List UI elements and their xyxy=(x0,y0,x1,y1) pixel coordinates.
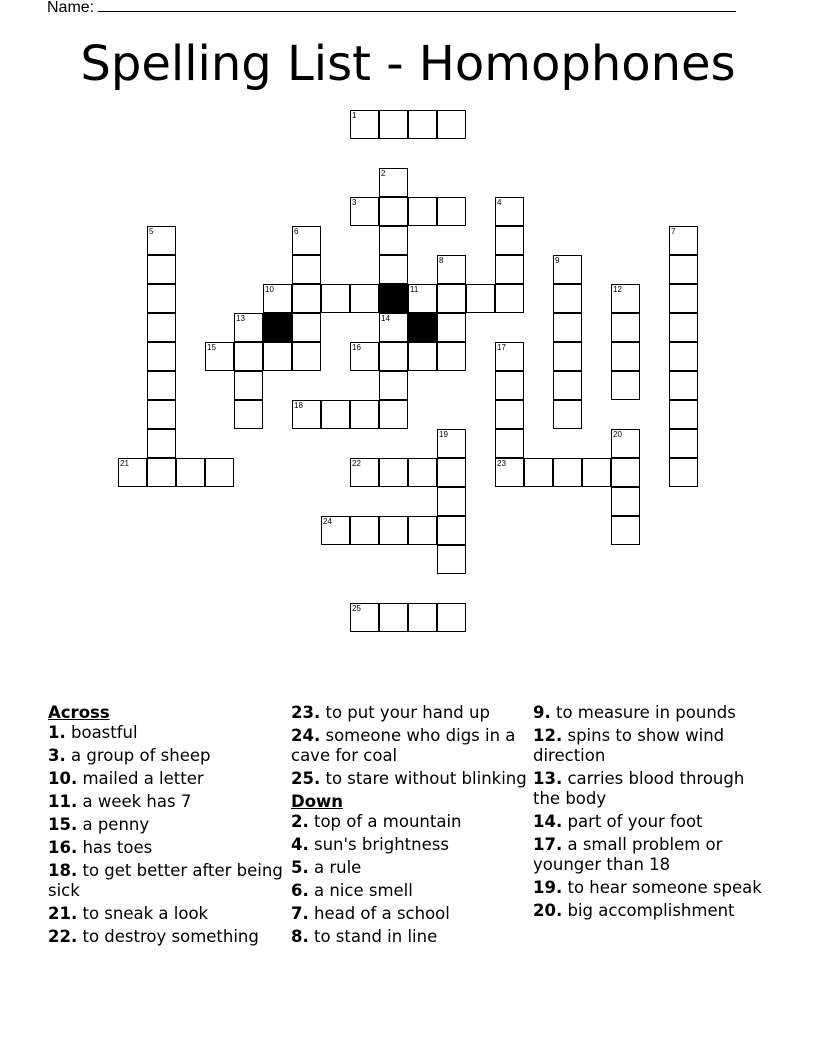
grid-cell[interactable] xyxy=(379,197,408,226)
grid-cell[interactable] xyxy=(350,400,379,429)
cell-number: 18 xyxy=(294,401,303,410)
clue-item xyxy=(291,927,527,947)
grid-cell[interactable] xyxy=(292,342,321,371)
black-cell xyxy=(263,313,292,342)
clue-item xyxy=(291,769,527,789)
clue-item xyxy=(48,746,284,766)
grid-cell[interactable] xyxy=(379,313,408,342)
grid-cell[interactable] xyxy=(669,255,698,284)
cell-number: 9 xyxy=(555,256,560,265)
grid-cell[interactable] xyxy=(350,110,379,139)
grid-cell[interactable] xyxy=(669,342,698,371)
clue-text: to hear someone speak xyxy=(562,878,762,897)
clue-number: 2. xyxy=(291,812,309,831)
grid-cell[interactable] xyxy=(263,284,292,313)
grid-cell[interactable] xyxy=(147,226,176,255)
clue-number: 21. xyxy=(48,904,78,923)
grid-cell[interactable] xyxy=(437,284,466,313)
clue-item xyxy=(533,812,769,832)
grid-cell[interactable] xyxy=(437,342,466,371)
clue-number: 17. xyxy=(533,835,563,854)
clue-number: 13. xyxy=(533,769,563,788)
grid-cell[interactable] xyxy=(379,110,408,139)
cell-number: 14 xyxy=(381,314,390,323)
clue-number: 14. xyxy=(533,812,563,831)
cell-number: 17 xyxy=(497,343,506,352)
grid-cell[interactable] xyxy=(408,342,437,371)
clue-number: 5. xyxy=(291,858,309,877)
clue-item xyxy=(533,769,769,809)
grid-cell[interactable] xyxy=(553,458,582,487)
clues-column-2 xyxy=(291,703,527,950)
grid-cell[interactable] xyxy=(611,284,640,313)
clue-item xyxy=(533,703,769,723)
grid-cell[interactable] xyxy=(466,284,495,313)
grid-cell[interactable] xyxy=(147,284,176,313)
clue-number: 22. xyxy=(48,927,78,946)
clue-number: 6. xyxy=(291,881,309,900)
clues-column-1 xyxy=(48,703,284,950)
clue-number: 20. xyxy=(533,901,563,920)
grid-cell[interactable] xyxy=(147,255,176,284)
grid-cell[interactable] xyxy=(437,429,466,458)
grid-cell[interactable] xyxy=(669,371,698,400)
clue-text: to stare without blinking xyxy=(320,769,527,788)
grid-cell[interactable] xyxy=(553,371,582,400)
grid-cell[interactable] xyxy=(437,313,466,342)
clue-number: 16. xyxy=(48,838,78,857)
cell-number: 19 xyxy=(439,430,448,439)
clue-text: to get better after being sick xyxy=(48,861,283,900)
clue-number: 7. xyxy=(291,904,309,923)
grid-cell[interactable] xyxy=(611,487,640,516)
clue-item xyxy=(48,904,284,924)
clue-text: mailed a letter xyxy=(77,769,204,788)
grid-cell[interactable] xyxy=(379,371,408,400)
grid-cell[interactable] xyxy=(408,603,437,632)
clue-item xyxy=(291,904,527,924)
grid-cell[interactable] xyxy=(379,516,408,545)
cell-number: 8 xyxy=(439,256,444,265)
clue-number: 19. xyxy=(533,878,563,897)
grid-cell[interactable] xyxy=(147,342,176,371)
cell-number: 5 xyxy=(149,227,154,236)
clue-text: spins to show wind direction xyxy=(533,726,725,765)
clue-item xyxy=(48,927,284,947)
clue-number: 8. xyxy=(291,927,309,946)
grid-cell[interactable] xyxy=(205,458,234,487)
grid-cell[interactable] xyxy=(611,516,640,545)
cell-number: 22 xyxy=(352,459,361,468)
clue-text: big accomplishment xyxy=(562,901,735,920)
clue-number: 9. xyxy=(533,703,551,722)
clue-text: to destroy something xyxy=(77,927,259,946)
black-cell xyxy=(408,313,437,342)
grid-cell[interactable] xyxy=(292,400,321,429)
clue-item xyxy=(48,838,284,858)
clue-text: a week has 7 xyxy=(77,792,192,811)
cell-number: 25 xyxy=(352,604,361,613)
cell-number: 15 xyxy=(207,343,216,352)
cell-number: 6 xyxy=(294,227,299,236)
cell-number: 1 xyxy=(352,111,357,120)
clue-number: 23. xyxy=(291,703,321,722)
grid-cell[interactable] xyxy=(524,458,553,487)
clue-number: 1. xyxy=(48,723,66,742)
grid-cell[interactable] xyxy=(437,603,466,632)
clue-item xyxy=(533,835,769,875)
grid-cell[interactable] xyxy=(495,197,524,226)
grid-cell[interactable] xyxy=(350,342,379,371)
grid-cell[interactable] xyxy=(669,400,698,429)
cell-number: 7 xyxy=(671,227,676,236)
grid-cell[interactable] xyxy=(495,226,524,255)
grid-cell[interactable] xyxy=(292,313,321,342)
clue-text: carries blood through the body xyxy=(533,769,745,808)
cell-number: 11 xyxy=(410,285,419,294)
grid-cell[interactable] xyxy=(147,429,176,458)
grid-cell[interactable] xyxy=(611,342,640,371)
grid-cell[interactable] xyxy=(292,284,321,313)
grid-cell[interactable] xyxy=(263,342,292,371)
clue-text: to measure in pounds xyxy=(550,703,736,722)
clue-text: a group of sheep xyxy=(65,746,211,765)
name-label: Name: xyxy=(47,0,95,16)
grid-cell[interactable] xyxy=(234,313,263,342)
grid-cell[interactable] xyxy=(437,255,466,284)
grid-cell[interactable] xyxy=(669,458,698,487)
grid-cell[interactable] xyxy=(495,458,524,487)
grid-cell[interactable] xyxy=(118,458,147,487)
clue-item xyxy=(48,792,284,812)
grid-cell[interactable] xyxy=(553,400,582,429)
cell-number: 23 xyxy=(497,459,506,468)
grid-cell[interactable] xyxy=(437,487,466,516)
cell-number: 3 xyxy=(352,198,357,207)
grid-cell[interactable] xyxy=(495,342,524,371)
grid-cell[interactable] xyxy=(321,516,350,545)
clue-text: a small problem or younger than 18 xyxy=(533,835,723,874)
cell-number: 4 xyxy=(497,198,502,207)
down-heading: Down xyxy=(291,792,344,811)
clue-text: a nice smell xyxy=(308,881,413,900)
clue-text: to put your hand up xyxy=(320,703,490,722)
grid-cell[interactable] xyxy=(147,313,176,342)
grid-cell[interactable] xyxy=(669,313,698,342)
black-cell xyxy=(379,284,408,313)
grid-cell[interactable] xyxy=(379,603,408,632)
grid-cell[interactable] xyxy=(350,458,379,487)
cell-number: 10 xyxy=(265,285,274,294)
clue-item xyxy=(48,861,284,901)
clue-text: top of a mountain xyxy=(308,812,462,831)
grid-cell[interactable] xyxy=(495,371,524,400)
across-heading: Across xyxy=(48,703,110,722)
grid-cell[interactable] xyxy=(495,429,524,458)
clue-item xyxy=(533,726,769,766)
grid-cell[interactable] xyxy=(147,458,176,487)
clue-item xyxy=(48,723,284,743)
grid-cell[interactable] xyxy=(350,516,379,545)
clue-item xyxy=(533,901,769,921)
grid-cell[interactable] xyxy=(553,313,582,342)
grid-cell[interactable] xyxy=(437,110,466,139)
grid-cell[interactable] xyxy=(292,226,321,255)
grid-cell[interactable] xyxy=(611,313,640,342)
clue-text: sun's brightness xyxy=(308,835,449,854)
cell-number: 21 xyxy=(120,459,129,468)
clue-item xyxy=(48,769,284,789)
grid-cell[interactable] xyxy=(176,458,205,487)
clue-number: 25. xyxy=(291,769,321,788)
grid-cell[interactable] xyxy=(350,603,379,632)
clue-text: a rule xyxy=(308,858,362,877)
clue-text: has toes xyxy=(77,838,153,857)
grid-cell[interactable] xyxy=(234,371,263,400)
grid-cell[interactable] xyxy=(437,545,466,574)
page-title: Spelling List - Homophones xyxy=(80,36,736,92)
clue-number: 3. xyxy=(48,746,66,765)
grid-cell[interactable] xyxy=(437,516,466,545)
grid-cell[interactable] xyxy=(205,342,234,371)
clue-item xyxy=(48,815,284,835)
clue-text: a penny xyxy=(77,815,150,834)
clue-item xyxy=(291,835,527,855)
grid-cell[interactable] xyxy=(408,458,437,487)
clue-text: head of a school xyxy=(308,904,450,923)
grid-cell[interactable] xyxy=(147,371,176,400)
clue-number: 15. xyxy=(48,815,78,834)
grid-cell[interactable] xyxy=(350,197,379,226)
grid-cell[interactable] xyxy=(321,284,350,313)
clue-text: to sneak a look xyxy=(77,904,209,923)
clue-number: 4. xyxy=(291,835,309,854)
grid-cell[interactable] xyxy=(147,400,176,429)
cell-number: 2 xyxy=(381,169,386,178)
grid-cell[interactable] xyxy=(350,284,379,313)
clue-number: 18. xyxy=(48,861,78,880)
clue-number: 11. xyxy=(48,792,78,811)
clue-number: 24. xyxy=(291,726,321,745)
grid-cell[interactable] xyxy=(495,255,524,284)
cell-number: 13 xyxy=(236,314,245,323)
cell-number: 24 xyxy=(323,517,332,526)
grid-cell[interactable] xyxy=(669,429,698,458)
grid-cell[interactable] xyxy=(437,197,466,226)
grid-cell[interactable] xyxy=(379,226,408,255)
grid-cell[interactable] xyxy=(669,284,698,313)
clue-text: boastful xyxy=(65,723,138,742)
grid-cell[interactable] xyxy=(379,458,408,487)
clue-item xyxy=(291,858,527,878)
clue-text: to stand in line xyxy=(308,927,438,946)
grid-cell[interactable] xyxy=(379,168,408,197)
grid-cell[interactable] xyxy=(553,342,582,371)
clue-number: 12. xyxy=(533,726,563,745)
grid-cell[interactable] xyxy=(553,255,582,284)
clue-item xyxy=(533,878,769,898)
cell-number: 20 xyxy=(613,430,622,439)
grid-cell[interactable] xyxy=(234,342,263,371)
clue-item xyxy=(291,812,527,832)
grid-cell[interactable] xyxy=(379,255,408,284)
grid-cell[interactable] xyxy=(408,284,437,313)
grid-cell[interactable] xyxy=(379,342,408,371)
clue-item xyxy=(291,703,527,723)
clue-text: part of your foot xyxy=(562,812,703,831)
cell-number: 12 xyxy=(613,285,622,294)
grid-cell[interactable] xyxy=(408,197,437,226)
grid-cell[interactable] xyxy=(437,458,466,487)
grid-cell[interactable] xyxy=(321,400,350,429)
clue-item xyxy=(291,726,527,766)
grid-cell[interactable] xyxy=(611,458,640,487)
grid-cell[interactable] xyxy=(611,371,640,400)
grid-cell[interactable] xyxy=(234,400,263,429)
grid-cell[interactable] xyxy=(611,429,640,458)
clues-column-3 xyxy=(533,703,769,924)
clue-item xyxy=(291,881,527,901)
clue-number: 10. xyxy=(48,769,78,788)
grid-cell[interactable] xyxy=(553,284,582,313)
grid-cell[interactable] xyxy=(408,516,437,545)
grid-cell[interactable] xyxy=(669,226,698,255)
grid-cell[interactable] xyxy=(582,458,611,487)
grid-cell[interactable] xyxy=(495,284,524,313)
grid-cell[interactable] xyxy=(292,255,321,284)
cell-number: 16 xyxy=(352,343,361,352)
grid-cell[interactable] xyxy=(379,400,408,429)
grid-cell[interactable] xyxy=(408,110,437,139)
clue-text: someone who digs in a cave for coal xyxy=(291,726,516,765)
grid-cell[interactable] xyxy=(495,400,524,429)
